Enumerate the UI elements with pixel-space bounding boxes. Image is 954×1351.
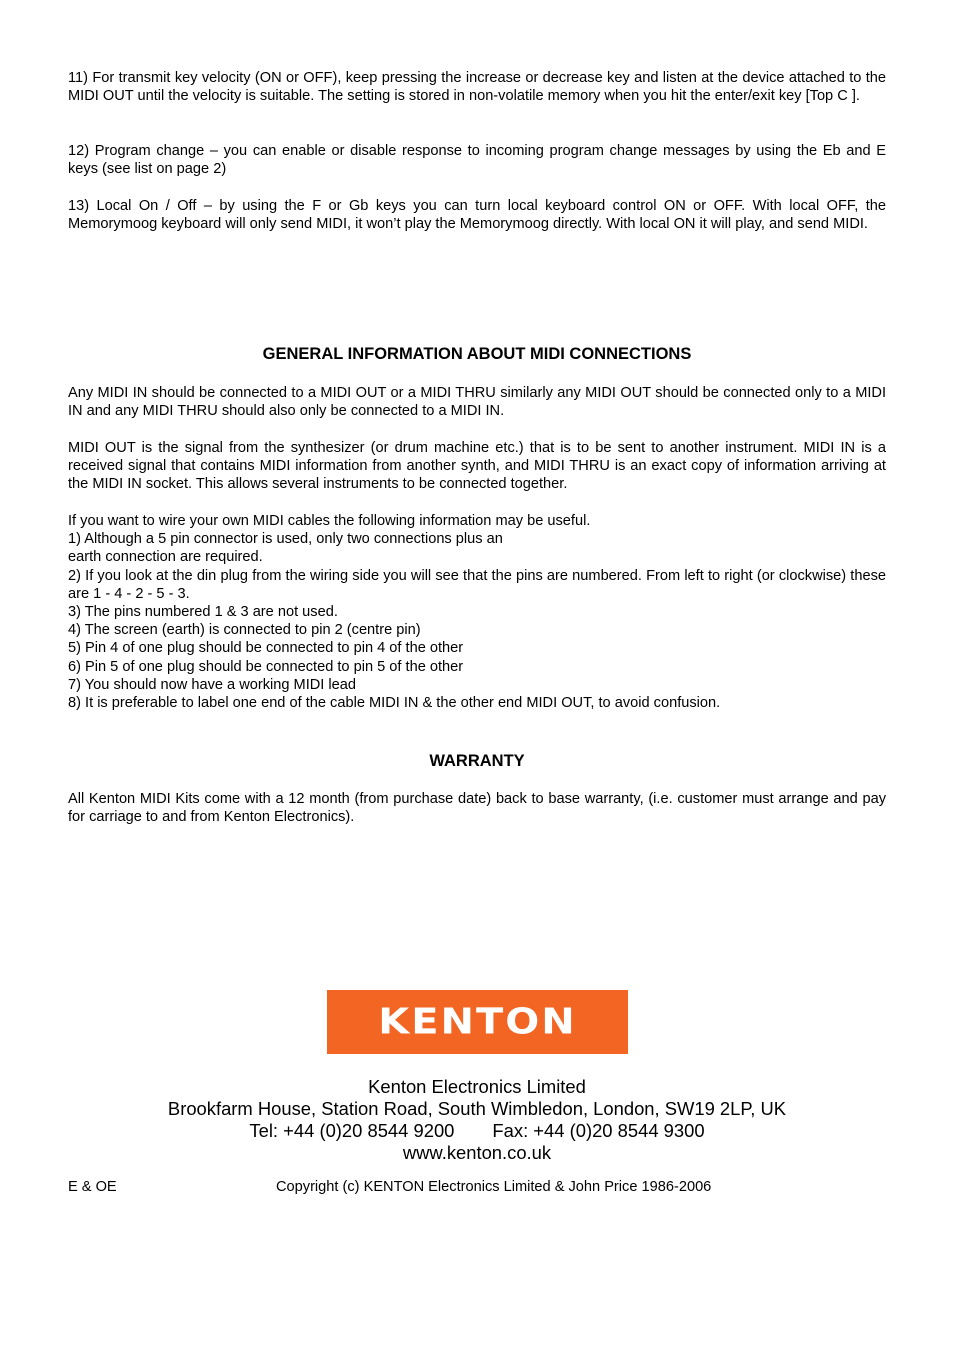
instruction-12 bbox=[68, 142, 886, 178]
midi-paragraph-1 bbox=[68, 384, 886, 420]
contact-tel: Tel: +44 (0)20 8544 9200 bbox=[249, 1120, 455, 1141]
warranty-text: All Kenton MIDI Kits come with a 12 month (from purchase date) back to base warranty, (i.e. customer must arrange and pay for carriage to and from Kenton Electronics). bbox=[68, 791, 886, 826]
wiring-step-8: 8) It is preferable to label one end of the cable MIDI IN & the other end MIDI OUT, to avoid confusion. bbox=[68, 695, 721, 712]
instruction-11-text: 11) For transmit key velocity (ON or OFF), keep pressing the increase or decrease key and listen at the device attached to the MIDI OUT until the velocity is suitable. The setting is stored in non-volatile memory when you hit the enter/exit key [Top C ]. bbox=[68, 70, 886, 105]
instruction-11 bbox=[68, 69, 886, 105]
wiring-step-1a: 1) Although a 5 pin connector is used, only two connections plus an bbox=[68, 531, 503, 548]
wiring-intro: If you want to wire your own MIDI cables the following information may be useful. bbox=[68, 513, 591, 529]
midi-paragraph-2 bbox=[68, 439, 886, 494]
midi-paragraph-1-text: Any MIDI IN should be connected to a MIDI OUT or a MIDI THRU similarly any MIDI OUT should be connected only to a MIDI IN and any MIDI THRU should also only be connected to a MIDI IN. bbox=[68, 385, 886, 420]
contact-address: Brookfarm House, Station Road, South Wimbledon, London, SW19 2LP, UK bbox=[167, 1098, 787, 1119]
wiring-step-6: 6) Pin 5 of one plug should be connected to pin 5 of the other bbox=[68, 658, 464, 675]
warranty-heading: WARRANTY bbox=[429, 752, 525, 770]
warranty-paragraph bbox=[68, 790, 886, 826]
midi-section-heading: GENERAL INFORMATION ABOUT MIDI CONNECTIONS bbox=[262, 345, 692, 363]
kenton-logo bbox=[327, 990, 628, 1054]
wiring-steps bbox=[68, 512, 886, 712]
kenton-logo-text: KENTON bbox=[378, 1001, 577, 1043]
contact-company: Kenton Electronics Limited bbox=[368, 1076, 586, 1097]
wiring-step-7: 7) You should now have a working MIDI lead bbox=[68, 676, 356, 693]
wiring-step-5: 5) Pin 4 of one plug should be connected to pin 4 of the other bbox=[68, 640, 464, 657]
footer-eoe: E & OE bbox=[68, 1179, 117, 1195]
contact-website[interactable]: www.kenton.co.uk bbox=[402, 1142, 552, 1163]
contact-phone-fax bbox=[0, 1120, 954, 1142]
instruction-13-text: 13) Local On / Off – by using the F or Gb keys you can turn local keyboard control ON or OFF. With local OFF, the Memorymoog keyboard will only send MIDI, it won’t play the Memorymoog directly. With local ON it will play, and send MIDI. bbox=[68, 198, 886, 233]
midi-paragraph-2-text: MIDI OUT is the signal from the synthesizer (or drum machine etc.) that is to be sent to another instrument. MIDI IN is a received signal that contains MIDI information from another synth, and MIDI THRU is an exact copy of information arriving at the MIDI IN socket. This allows several instruments to be connected together. bbox=[68, 440, 886, 493]
wiring-step-2: 2) If you look at the din plug from the wiring side you will see that the pins are numbered. From left to right (or clockwise) these are 1 - 4 - 2 - 5 - 3. bbox=[68, 567, 886, 602]
wiring-step-1b: earth connection are required. bbox=[68, 549, 263, 566]
footer-copyright: Copyright (c) KENTON Electronics Limited & John Price 1986-2006 bbox=[276, 1179, 712, 1195]
instruction-12-text: 12) Program change – you can enable or disable response to incoming program change messages by using the Eb and E keys (see list on page 2) bbox=[68, 143, 886, 178]
wiring-step-3: 3) The pins numbered 1 & 3 are not used. bbox=[68, 604, 338, 621]
wiring-step-4: 4) The screen (earth) is connected to pin 2 (centre pin) bbox=[68, 622, 421, 639]
contact-fax: Fax: +44 (0)20 8544 9300 bbox=[492, 1120, 705, 1141]
instruction-13 bbox=[68, 197, 886, 233]
